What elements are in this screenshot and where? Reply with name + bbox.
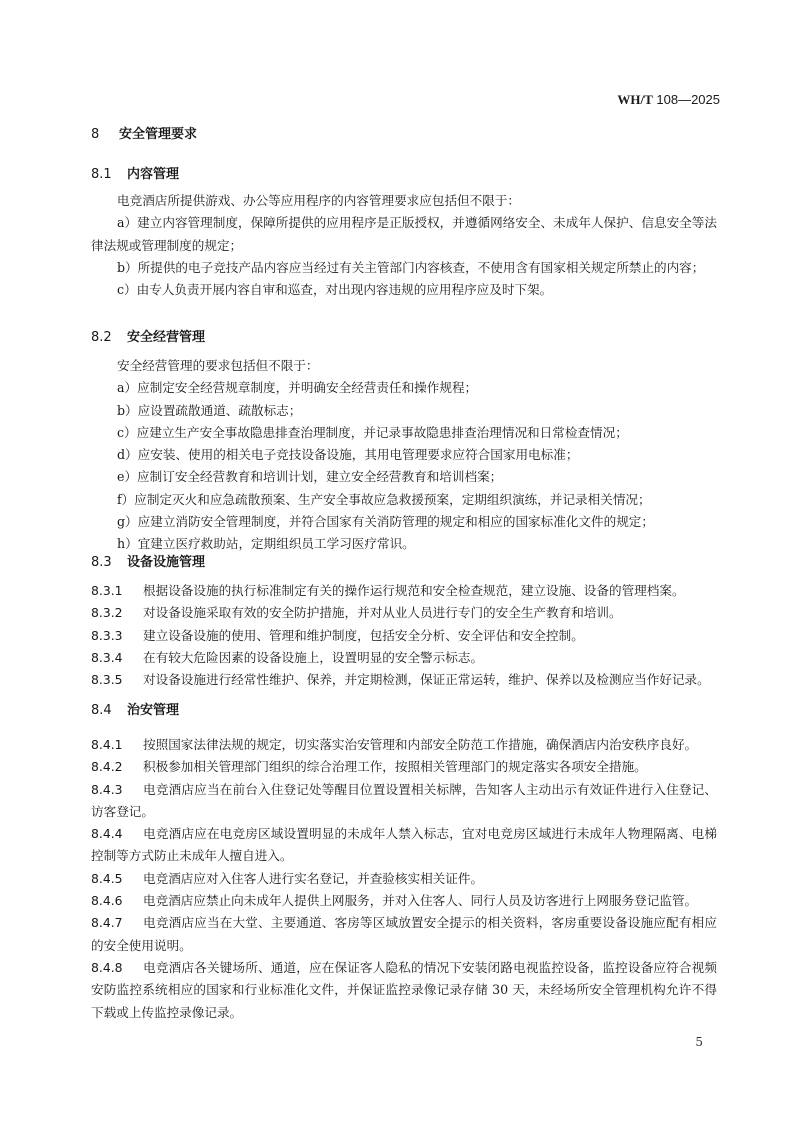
list-item: d）应安装、使用的相关电子竞技设备设施，其用电管理要求应符合国家用电标准； [117, 447, 579, 463]
clause-text: 建立设备设施的使用、管理和维护制度，包括安全分析、安全评估和安全控制。 [143, 627, 584, 643]
section-heading [91, 123, 197, 142]
clause-number: 8.3.4 [91, 649, 123, 665]
clause [91, 890, 717, 912]
clause-text: 电竞酒店应在电竞房区域设置明显的未成年人禁入标志，宜对电竞房区域进行未成年人物理隔离、电梯控制等方式防止未成年人擅自进入。 [91, 826, 717, 864]
list-item: c）由专人负责开展内容自审和巡查，对出现内容违规的应用程序应及时下架。 [117, 282, 553, 298]
subsection-number: 8.3 [91, 555, 112, 570]
clause-number: 8.4.5 [91, 870, 123, 886]
clause-number: 8.4.3 [91, 781, 123, 797]
clause [91, 823, 717, 868]
clause-number: 8.3.1 [91, 583, 123, 598]
subsection-heading-8-3 [91, 551, 205, 570]
clause-text: 电竞酒店应对入住客人进行实名登记，并查验核实相关证件。 [143, 870, 484, 886]
clause-number: 8.4.6 [91, 893, 123, 909]
subsection-number: 8.4 [91, 703, 112, 718]
subsection-number: 8.2 [91, 330, 112, 345]
standard-prefix: WH/T [617, 92, 653, 107]
subsection-title: 内容管理 [127, 167, 180, 182]
subsection-heading-8-1 [91, 163, 179, 182]
list-item: a）应制定安全经营规章制度，并明确安全经营责任和操作规程； [117, 380, 478, 396]
clause-number: 8.4.2 [91, 759, 123, 775]
subsection-heading-8-2 [91, 326, 205, 345]
paragraph-intro: 电竞酒店所提供游戏、办公等应用程序的内容管理要求应包括但不限于： [117, 193, 520, 208]
list-item: e）应制订安全经营教育和培训计划，建立安全经营教育和培训档案； [117, 469, 503, 485]
clause [91, 734, 717, 756]
clause [91, 912, 717, 957]
clause [91, 957, 717, 1024]
clause-text: 电竞酒店应禁止向未成年人提供上网服务，并对入住客人、同行人员及访客进行上网服务登记监管。 [143, 893, 698, 909]
safety-operation-block [91, 355, 717, 556]
clause-number: 8.3.3 [91, 627, 123, 643]
clause-text: 对设备设施进行经常性维护、保养，并定期检测，保证正常运转，维护、保养以及检测应当作好记录。 [143, 672, 710, 688]
page-number: 5 [695, 1035, 703, 1049]
clause-text: 电竞酒店各关键场所、通道，应在保证客人隐私的情况下安装闭路电视监控设备，监控设备应符合视频安防监控系统相应的国家和行业标准化文件，并保证监控录像记录存储 30 天，未经场所安全管理机构允许不得下载或上传监控录像记录。 [91, 959, 717, 1020]
section-title: 安全管理要求 [119, 127, 198, 142]
clause-text: 在有较大危险因素的设备设施上，设置明显的安全警示标志。 [143, 649, 484, 665]
clause [91, 602, 717, 624]
clause-number: 8.4.8 [91, 959, 123, 975]
list-item: g）应建立消防安全管理制度，并符合国家有关消防管理的规定和相应的国家标准化文件的规定； [117, 514, 654, 530]
clause-number: 8.4.4 [91, 826, 123, 842]
clause [91, 625, 717, 647]
clause [91, 868, 717, 890]
list-item: c）应建立生产安全事故隐患排查治理制度，并记录事故隐患排查治理情况和日常检查情况； [117, 424, 628, 440]
equipment-management-block [91, 580, 717, 691]
list-item: f）应制定灭火和应急疏散预案、生产安全事故应急救援预案，定期组织演练，并记录相关情况； [117, 491, 651, 507]
subsection-heading-8-4 [91, 699, 179, 718]
subsection-title: 安全经营管理 [127, 330, 206, 345]
subsection-title: 治安管理 [127, 703, 180, 718]
clause [91, 779, 717, 824]
clause-text: 按照国家法律法规的规定，切实落实治安管理和内部安全防范工作措施，确保酒店内治安秩序良好。 [143, 737, 698, 752]
clause-text: 根据设备设施的执行标准制定有关的操作运行规范和安全检查规范，建立设施、设备的管理档案。 [143, 583, 685, 598]
clause-number: 8.4.7 [91, 915, 123, 931]
clause-text: 积极参加相关管理部门组织的综合治理工作，按照相关管理部门的规定落实各项安全措施。 [143, 759, 647, 775]
clause-text: 电竞酒店应当在大堂、主要通道、客房等区域放置安全提示的相关资料，客房重要设备设施应配有相应的安全使用说明。 [91, 915, 717, 953]
list-item: a）建立内容管理制度，保障所提供的应用程序是正版授权，并遵循网络安全、未成年人保护、信息安全等法律法规或管理制度的规定； [91, 215, 717, 253]
clause-number: 8.4.1 [91, 737, 123, 752]
clause-text: 对设备设施采取有效的安全防护措施，并对从业人员进行专门的安全生产教育和培训。 [143, 605, 622, 621]
clause-text: 电竞酒店应当在前台入住登记处等醒目位置设置相关标牌，告知客人主动出示有效证件进行入住登记、访客登记。 [91, 781, 717, 819]
subsection-title: 设备设施管理 [127, 555, 206, 570]
standard-number [617, 92, 720, 108]
public-security-block [91, 734, 717, 1024]
list-item: b）应设置疏散通道、疏散标志； [117, 402, 302, 418]
content-management-block [91, 190, 717, 301]
clause [91, 580, 717, 602]
clause-number: 8.3.5 [91, 672, 123, 688]
list-item: b）所提供的电子竞技产品内容应当经过有关主管部门内容核查，不使用含有国家相关规定所禁止的内容； [117, 259, 705, 275]
clause [91, 669, 717, 691]
section-number: 8 [91, 127, 100, 142]
subsection-number: 8.1 [91, 167, 112, 182]
clause [91, 647, 717, 669]
clause-number: 8.3.2 [91, 605, 123, 621]
clause [91, 756, 717, 778]
standard-code: 108—2025 [656, 92, 720, 107]
paragraph-intro: 安全经营管理的要求包括但不限于： [117, 358, 319, 373]
list-item: h）宜建立医疗救助站，定期组织员工学习医疗常识。 [117, 536, 415, 552]
